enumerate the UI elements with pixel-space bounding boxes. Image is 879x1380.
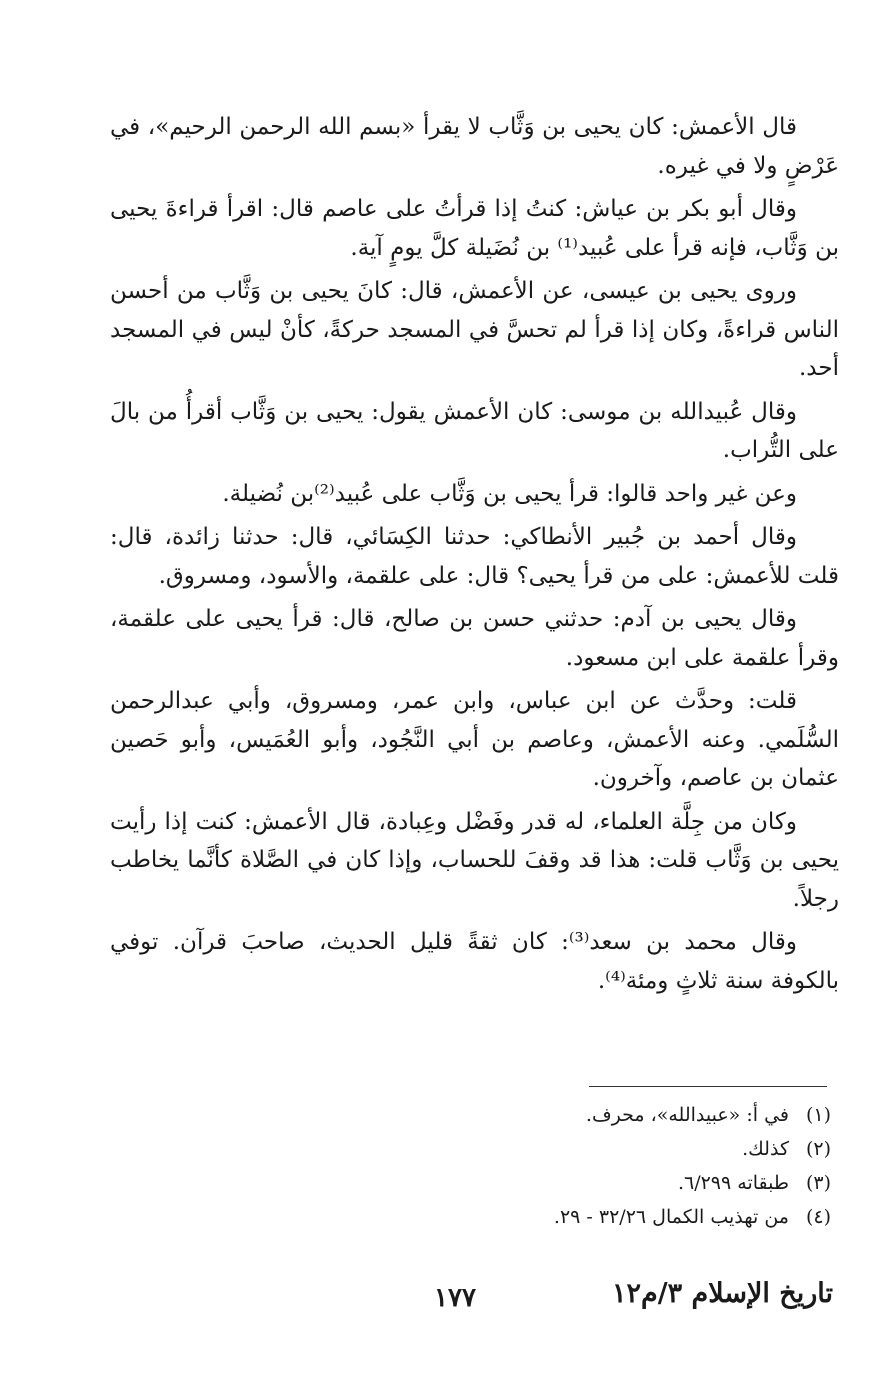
paragraph: قال الأعمش: كان يحيى بن وَثَّاب لا يقرأ «بسم الله الرحمن الرحيم»، في عَرْضٍ ولا في غيره. <box>110 114 839 179</box>
paragraph: وقال عُبيدالله بن موسى: كان الأعمش يقول: يحيى بن وَثَّاب أقرأُ من بالَ على التُّراب. <box>110 398 839 463</box>
footnote <box>200 1166 831 1200</box>
paragraph: وقال محمد بن سعد⁽³⁾: كان ثقةً قليل الحديث، صاحبَ قرآن. توفي بالكوفة سنة ثلاثٍ ومئة⁽⁴⁾. <box>110 929 839 994</box>
footnotes <box>200 1098 831 1234</box>
paragraph: وقال يحيى بن آدم: حدثني حسن بن صالح، قال: قرأ يحيى على علقمة، وقرأ علقمة على ابن مسعود. <box>110 606 839 671</box>
footnote-number: (٢) <box>805 1138 831 1160</box>
paragraph: وقال أحمد بن جُبير الأنطاكي: حدثنا الكِسَائي، قال: حدثنا زائدة، قال: قلت للأعمش: على من قرأ يحيى؟ قال: على علقمة، والأسود، ومسروق. <box>110 524 839 589</box>
footnote-text: في أ: «عبيدالله»، محرف. <box>585 1104 789 1126</box>
footnote-text: طبقاته ٦/٢٩٩. <box>677 1172 789 1194</box>
footnote <box>200 1200 831 1234</box>
page-number: ١٧٧ <box>434 1283 476 1313</box>
main-text <box>110 108 839 1005</box>
book-reference: تاريخ الإسلام ٣/م١٢ <box>612 1278 833 1309</box>
footnote <box>200 1098 831 1132</box>
footnote-text: كذلك. <box>742 1138 789 1160</box>
paragraph: وكان من جِلَّة العلماء، له قدر وفَضْل وعِبادة، قال الأعمش: كنت إذا رأيت يحيى بن وَثَّاب قلت: هذا قد وقفَ للحساب، وإذا كان في الصَّلاة كأنَّما يخاطب رجلاً. <box>110 808 839 912</box>
footnote-number: (٤) <box>805 1206 831 1228</box>
footnote-divider <box>589 1086 827 1087</box>
paragraph: وقال أبو بكر بن عياش: كنتُ إذا قرأتُ على عاصم قال: اقرأ قراءةَ يحيى بن وَثَّاب، فإنه قرأ على عُبيد⁽¹⁾ بن نُضَيلة كلَّ يومٍ آية. <box>110 196 839 261</box>
footnote-text: من تهذيب الكمال ٣٢/٢٦ - ٢٩. <box>553 1206 789 1228</box>
paragraph: وروى يحيى بن عيسى، عن الأعمش، قال: كانَ يحيى بن وَثَّاب من أحسن الناس قراءةً، وكان إذا قرأ لم تحسَّ في المسجد حركةً، كأنْ ليس في المسجد أحد. <box>110 278 839 381</box>
paragraph: قلت: وحدَّث عن ابن عباس، وابن عمر، ومسروق، وأبي عبدالرحمن السُّلَمي. وعنه الأعمش، وعاصم بن أبي النَّجُود، وأبو العُمَيس، وأبو حَصين عثمان بن عاصم، وآخرون. <box>110 688 839 791</box>
paragraph: وعن غير واحد قالوا: قرأ يحيى بن وَثَّاب على عُبيد⁽²⁾بن نُضيلة. <box>222 480 797 507</box>
footnote <box>200 1132 831 1166</box>
footnote-number: (١) <box>805 1104 831 1126</box>
footnote-number: (٣) <box>805 1172 831 1194</box>
